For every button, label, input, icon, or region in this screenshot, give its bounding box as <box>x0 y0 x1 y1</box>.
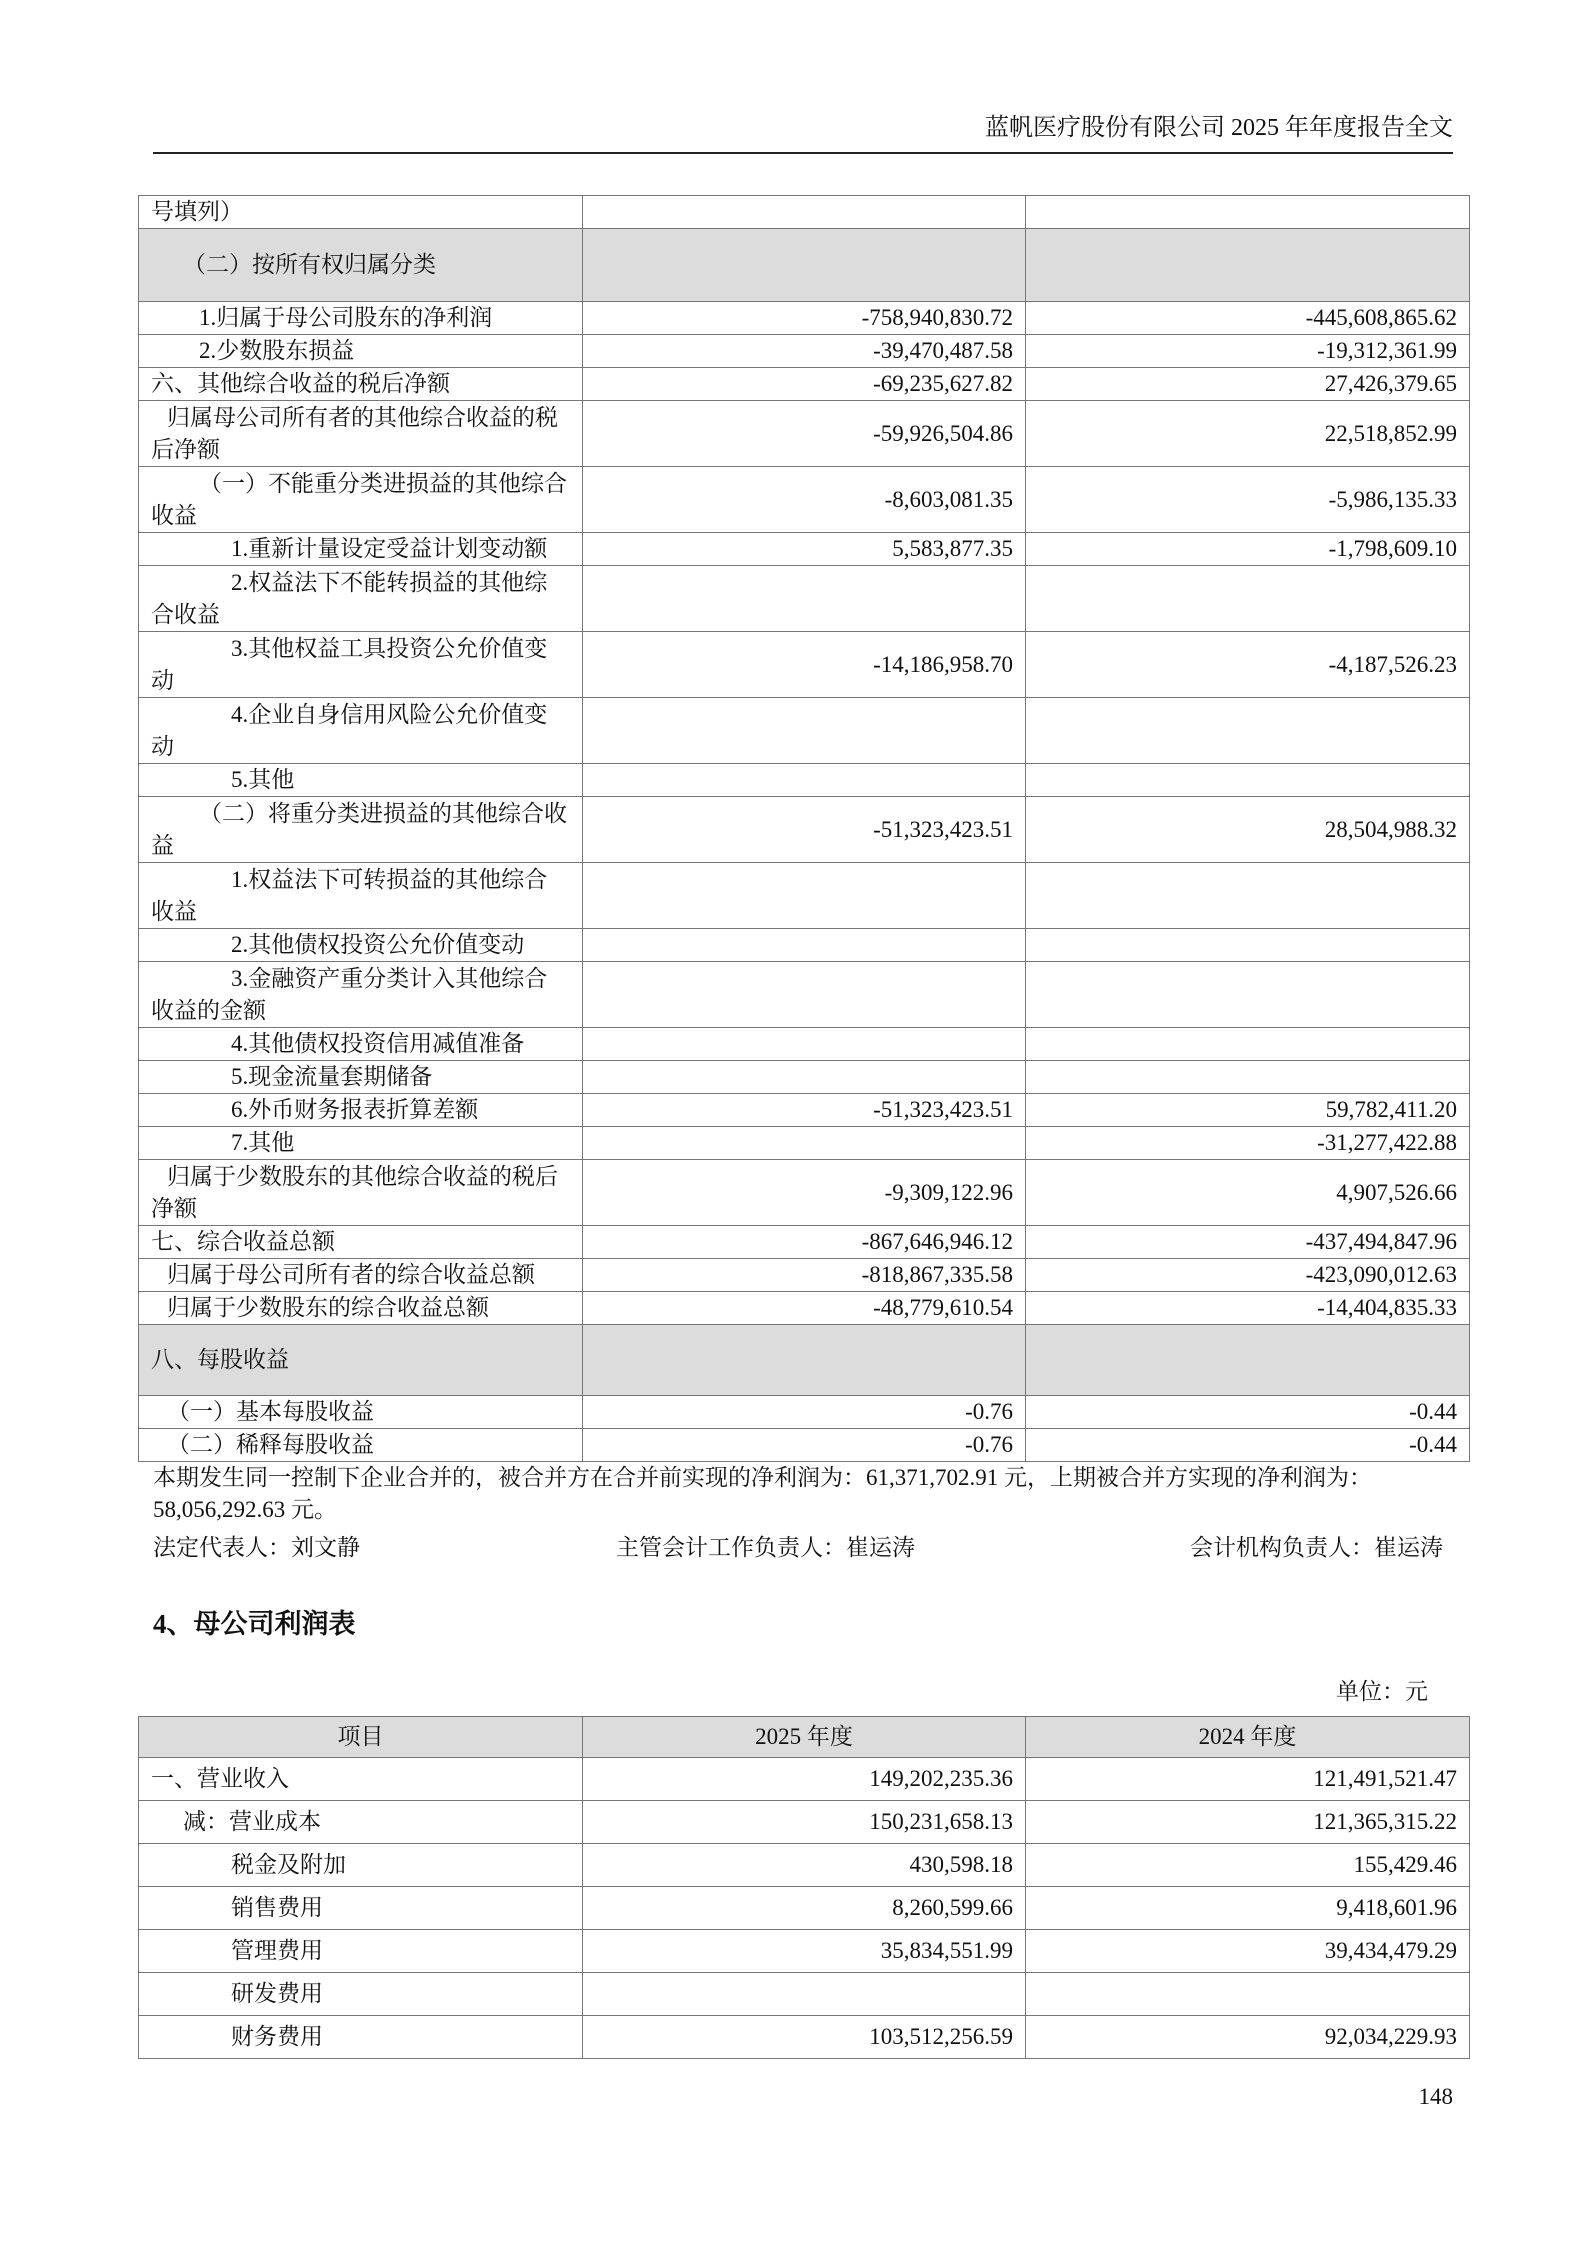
accounting-head: 主管会计工作负责人：崔运涛 <box>616 1535 915 1560</box>
value-2025: -818,867,335.58 <box>583 1259 1026 1292</box>
parent-company-income-statement <box>138 1716 1470 2059</box>
row-label: 七、综合收益总额 <box>139 1226 583 1259</box>
value-2024 <box>1026 698 1470 764</box>
row-label: 研发费用 <box>139 1973 583 2016</box>
value-2024: 27,426,379.65 <box>1026 368 1470 401</box>
table-row <box>139 368 1470 401</box>
value-2025 <box>583 1973 1026 2016</box>
row-label: （二）稀释每股收益 <box>139 1429 583 1462</box>
value-2025: -758,940,830.72 <box>583 302 1026 335</box>
row-label: 税金及附加 <box>139 1844 583 1887</box>
value-2025: -59,926,504.86 <box>583 401 1026 467</box>
value-2024: 39,434,479.29 <box>1026 1930 1470 1973</box>
value-2025: -51,323,423.51 <box>583 797 1026 863</box>
report-title: 蓝帆医疗股份有限公司 2025 年年度报告全文 <box>985 115 1453 141</box>
value-2025: -48,779,610.54 <box>583 1292 1026 1325</box>
table-row <box>139 1973 1470 2016</box>
value-2024 <box>1026 962 1470 1028</box>
value-2024 <box>1026 1061 1470 1094</box>
row-label: 5.现金流量套期储备 <box>139 1061 583 1094</box>
value-2025: 149,202,235.36 <box>583 1758 1026 1801</box>
table-row <box>139 1758 1470 1801</box>
table-row <box>139 698 1470 764</box>
value-2025: 430,598.18 <box>583 1844 1026 1887</box>
legal-representative: 法定代表人：刘文静 <box>153 1535 360 1560</box>
table-row <box>139 764 1470 797</box>
value-2025: 8,260,599.66 <box>583 1887 1026 1930</box>
value-2025: 5,583,877.35 <box>583 533 1026 566</box>
table-row <box>139 1801 1470 1844</box>
table-row <box>139 1429 1470 1462</box>
value-2025: 35,834,551.99 <box>583 1930 1026 1973</box>
value-2025 <box>583 929 1026 962</box>
table-row <box>139 632 1470 698</box>
value-2024: -19,312,361.99 <box>1026 335 1470 368</box>
row-label: 1.重新计量设定受益计划变动额 <box>139 533 583 566</box>
signatures <box>153 1532 1443 1564</box>
table-header-row <box>139 1717 1470 1758</box>
value-2025 <box>583 1061 1026 1094</box>
merger-note: 本期发生同一控制下企业合并的，被合并方在合并前实现的净利润为：61,371,702.91 元，上期被合并方实现的净利润为：58,056,292.63 元。 <box>153 1465 1372 1522</box>
table-row <box>139 1226 1470 1259</box>
table-row <box>139 929 1470 962</box>
row-label: 4.企业自身信用风险公允价值变动 <box>139 698 583 764</box>
table-row <box>139 1094 1470 1127</box>
value-2025: -39,470,487.58 <box>583 335 1026 368</box>
table-row <box>139 196 1470 229</box>
value-2024: 155,429.46 <box>1026 1844 1470 1887</box>
table-row <box>139 533 1470 566</box>
row-label: （二）将重分类进损益的其他综合收益 <box>139 797 583 863</box>
row-label: 1.归属于母公司股东的净利润 <box>139 302 583 335</box>
value-2025 <box>583 764 1026 797</box>
table-row <box>139 1844 1470 1887</box>
row-label: 八、每股收益 <box>139 1325 583 1396</box>
table-row <box>139 962 1470 1028</box>
table-row <box>139 1028 1470 1061</box>
accounting-org-head: 会计机构负责人：崔运涛 <box>1190 1535 1443 1560</box>
value-2024 <box>1026 929 1470 962</box>
page-header <box>153 108 1453 154</box>
value-2025 <box>583 1325 1026 1396</box>
value-2024: 121,365,315.22 <box>1026 1801 1470 1844</box>
value-2025: -51,323,423.51 <box>583 1094 1026 1127</box>
table-row <box>139 1061 1470 1094</box>
value-2025 <box>583 698 1026 764</box>
row-label: 归属母公司所有者的其他综合收益的税后净额 <box>139 401 583 467</box>
value-2024 <box>1026 1325 1470 1396</box>
value-2025: -69,235,627.82 <box>583 368 1026 401</box>
value-2025 <box>583 566 1026 632</box>
value-2024: -0.44 <box>1026 1396 1470 1429</box>
value-2025 <box>583 962 1026 1028</box>
value-2024: 22,518,852.99 <box>1026 401 1470 467</box>
value-2024 <box>1026 1028 1470 1061</box>
table-row <box>139 1259 1470 1292</box>
value-2024: -423,090,012.63 <box>1026 1259 1470 1292</box>
table-row <box>139 1160 1470 1226</box>
value-2024: 92,034,229.93 <box>1026 2016 1470 2059</box>
value-2025 <box>583 1127 1026 1160</box>
value-2024: -0.44 <box>1026 1429 1470 1462</box>
value-2024: -437,494,847.96 <box>1026 1226 1470 1259</box>
value-2024: 28,504,988.32 <box>1026 797 1470 863</box>
value-2025: -0.76 <box>583 1429 1026 1462</box>
row-label: 2.少数股东损益 <box>139 335 583 368</box>
value-2025: -9,309,122.96 <box>583 1160 1026 1226</box>
table-row <box>139 467 1470 533</box>
row-label: 3.金融资产重分类计入其他综合收益的金额 <box>139 962 583 1028</box>
value-2024: -5,986,135.33 <box>1026 467 1470 533</box>
table-row <box>139 335 1470 368</box>
table-row <box>139 797 1470 863</box>
value-2025: 150,231,658.13 <box>583 1801 1026 1844</box>
table-row <box>139 401 1470 467</box>
value-2024: 4,907,526.66 <box>1026 1160 1470 1226</box>
value-2025: 103,512,256.59 <box>583 2016 1026 2059</box>
value-2024 <box>1026 764 1470 797</box>
table-row <box>139 1325 1470 1396</box>
table-row <box>139 1396 1470 1429</box>
table-row <box>139 566 1470 632</box>
value-2024: -31,277,422.88 <box>1026 1127 1470 1160</box>
row-label: （二）按所有权归属分类 <box>139 229 583 302</box>
row-label: 归属于少数股东的其他综合收益的税后净额 <box>139 1160 583 1226</box>
value-2024: 121,491,521.47 <box>1026 1758 1470 1801</box>
header-2024: 2024 年度 <box>1026 1717 1470 1758</box>
row-label: 4.其他债权投资信用减值准备 <box>139 1028 583 1061</box>
row-label: 六、其他综合收益的税后净额 <box>139 368 583 401</box>
value-2025 <box>583 196 1026 229</box>
row-label: 归属于母公司所有者的综合收益总额 <box>139 1259 583 1292</box>
row-label: 管理费用 <box>139 1930 583 1973</box>
row-label: 2.权益法下不能转损益的其他综合收益 <box>139 566 583 632</box>
row-label: 归属于少数股东的综合收益总额 <box>139 1292 583 1325</box>
table-row <box>139 2016 1470 2059</box>
value-2025 <box>583 1028 1026 1061</box>
value-2024 <box>1026 196 1470 229</box>
row-label: 减：营业成本 <box>139 1801 583 1844</box>
header-2025: 2025 年度 <box>583 1717 1026 1758</box>
value-2024: -4,187,526.23 <box>1026 632 1470 698</box>
value-2025: -0.76 <box>583 1396 1026 1429</box>
consolidated-income-statement-continued <box>138 195 1470 1462</box>
value-2024: -14,404,835.33 <box>1026 1292 1470 1325</box>
value-2024: -445,608,865.62 <box>1026 302 1470 335</box>
row-label: 7.其他 <box>139 1127 583 1160</box>
value-2024: -1,798,609.10 <box>1026 533 1470 566</box>
page-number: 148 <box>1418 2084 1453 2109</box>
row-label: 一、营业收入 <box>139 1758 583 1801</box>
row-label: 1.权益法下可转损益的其他综合收益 <box>139 863 583 929</box>
table-row <box>139 302 1470 335</box>
unit-label: 单位：元 <box>1336 1679 1428 1704</box>
table-row <box>139 229 1470 302</box>
row-label: 财务费用 <box>139 2016 583 2059</box>
row-label: 2.其他债权投资公允价值变动 <box>139 929 583 962</box>
table-row <box>139 1930 1470 1973</box>
value-2025 <box>583 863 1026 929</box>
row-label: （一）基本每股收益 <box>139 1396 583 1429</box>
row-label: 6.外币财务报表折算差额 <box>139 1094 583 1127</box>
row-label: 3.其他权益工具投资公允价值变动 <box>139 632 583 698</box>
table-row <box>139 1292 1470 1325</box>
value-2024 <box>1026 229 1470 302</box>
value-2025: -14,186,958.70 <box>583 632 1026 698</box>
header-item: 项目 <box>139 1717 583 1758</box>
value-2024 <box>1026 863 1470 929</box>
value-2024: 59,782,411.20 <box>1026 1094 1470 1127</box>
value-2025 <box>583 229 1026 302</box>
section-title: 4、母公司利润表 <box>153 1609 356 1639</box>
table-row <box>139 1887 1470 1930</box>
value-2025: -8,603,081.35 <box>583 467 1026 533</box>
value-2024 <box>1026 1973 1470 2016</box>
table-row <box>139 1127 1470 1160</box>
value-2024: 9,418,601.96 <box>1026 1887 1470 1930</box>
row-label: （一）不能重分类进损益的其他综合收益 <box>139 467 583 533</box>
value-2024 <box>1026 566 1470 632</box>
row-label: 号填列） <box>139 196 583 229</box>
table-row <box>139 863 1470 929</box>
value-2025: -867,646,946.12 <box>583 1226 1026 1259</box>
row-label: 5.其他 <box>139 764 583 797</box>
row-label: 销售费用 <box>139 1887 583 1930</box>
